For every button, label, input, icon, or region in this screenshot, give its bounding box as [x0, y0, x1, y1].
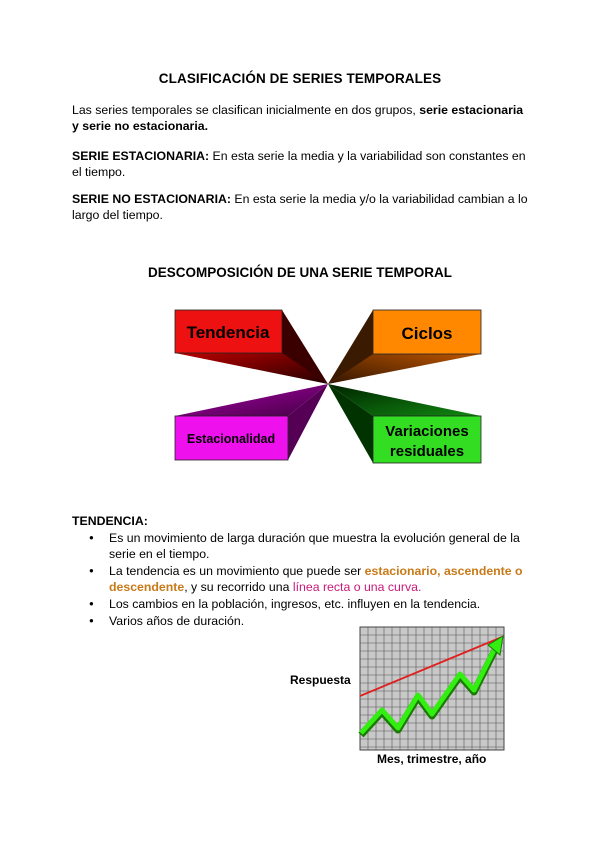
bullet-4: ● Varios años de duración.: [72, 613, 532, 629]
estacionalidad-label: Estacionalidad: [186, 432, 276, 446]
tendencia-bullets: [72, 530, 532, 630]
no-estacionaria-text: En esta serie la media y/o la variabilidad cambian a lo largo del tiempo.: [72, 192, 528, 222]
trend-figure: [360, 627, 504, 750]
estacionaria-label: SERIE ESTACIONARIA:: [72, 149, 210, 163]
box-variaciones: [328, 384, 481, 463]
page-title: CLASIFICACIÓN DE SERIES TEMPORALES: [158, 71, 442, 86]
tendencia-label: Tendencia: [186, 323, 270, 342]
variaciones-label-line1: Variaciones: [385, 423, 469, 440]
bullet-2-pink: línea recta o una curva.: [292, 580, 422, 594]
box-ciclos: [328, 310, 481, 384]
box-estacionalidad: [175, 384, 328, 460]
tendencia-section-title: TENDENCIA:: [72, 514, 148, 528]
variaciones-label-line2: residuales: [389, 443, 465, 460]
bullet-3: ● Los cambios en la población, ingresos, etc. influyen en la tendencia.: [72, 596, 532, 612]
bullet-1: ● Es un movimiento de larga duración que muestra la evolución general de la serie en el tiempo.: [72, 530, 532, 562]
intro-bold: serie estacionaria y serie no estacionaria.: [72, 103, 524, 133]
intro-text: Las series temporales se clasifican inicialmente en dos grupos,: [72, 103, 420, 117]
estacionaria-text: En esta serie la media y la variabilidad son constantes en el tiempo.: [72, 149, 526, 179]
bullet-2-text-b: , y su recorrido una: [184, 580, 293, 594]
box-tendencia: [175, 310, 328, 384]
no-estacionaria-label: SERIE NO ESTACIONARIA:: [72, 192, 231, 206]
trend-x-label: Mes, trimestre, año: [377, 752, 487, 766]
bullet-2: [72, 563, 532, 595]
ciclos-label: Ciclos: [401, 324, 453, 343]
decomposition-title: DESCOMPOSICIÓN DE UNA SERIE TEMPORAL: [147, 265, 453, 280]
bullet-2-text-a: La tendencia es un movimiento que puede ser: [109, 564, 365, 578]
trend-y-label: Respuesta: [290, 673, 351, 687]
bullet-2-orange: estacionario, ascendente o descendente: [109, 564, 523, 594]
